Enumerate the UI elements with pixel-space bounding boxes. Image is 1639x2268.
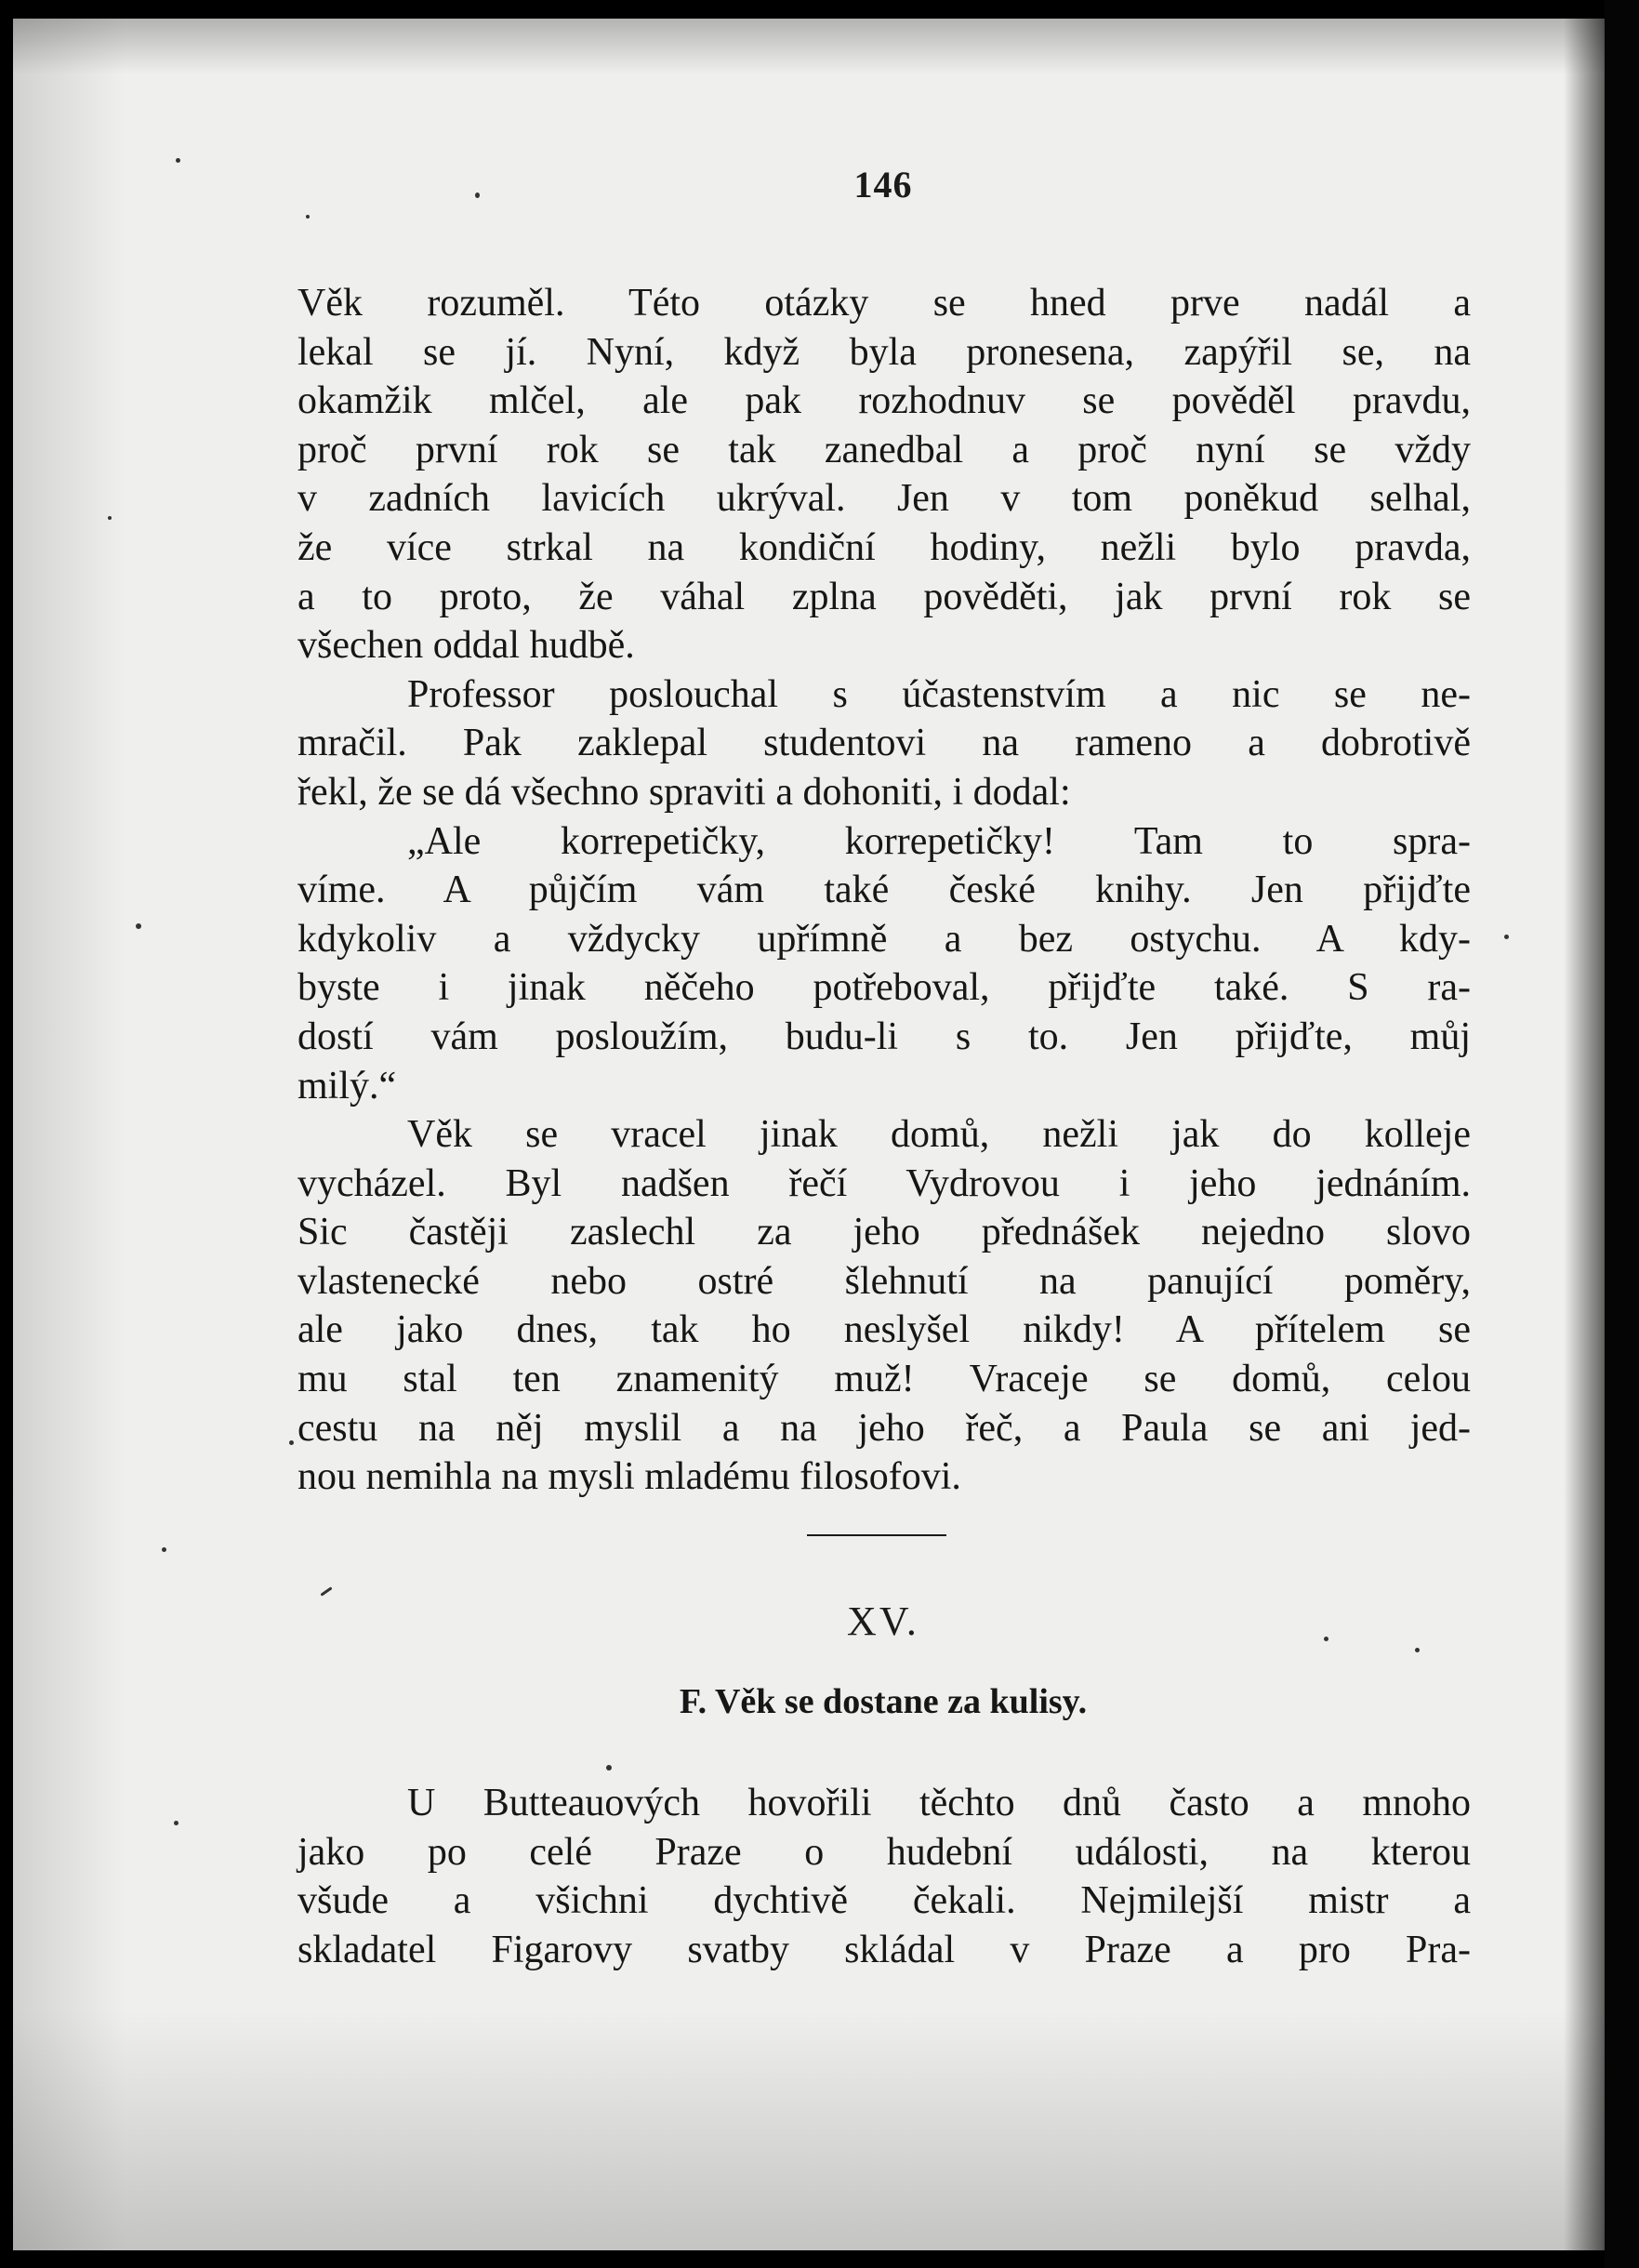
scan-speck bbox=[108, 516, 112, 520]
text-line: Věk se vracel jinak domů, nežli jak do kolleje bbox=[407, 1113, 1471, 1157]
text-line: cestu na něj myslil a na jeho řeč, a Paula se ani jed- bbox=[297, 1406, 1471, 1450]
text-line: víme. A půjčím vám také české knihy. Jen přijďte bbox=[297, 869, 1471, 912]
text-line: Věk rozuměl. Této otázky se hned prve nadál a bbox=[297, 282, 1471, 325]
text-line: skladatel Figarovy svatby skládal v Praze a pro Pra- bbox=[297, 1928, 1471, 1971]
paragraph bbox=[297, 670, 1471, 817]
scan-speck bbox=[289, 1440, 294, 1445]
page-shadow-bottom bbox=[13, 2009, 1605, 2250]
chapter-title: F. Věk se dostane za kulisy. bbox=[679, 1682, 1088, 1721]
scan-speck bbox=[320, 1586, 332, 1596]
text-line: v zadních lavicích ukrýval. Jen v tom poněkud selhal, bbox=[297, 477, 1471, 521]
text-line: Professor poslouchal s účastenstvím a nic se ne- bbox=[407, 672, 1471, 716]
body-text-top bbox=[297, 279, 1471, 1502]
body-text-bottom bbox=[297, 1779, 1471, 1974]
scan-speck bbox=[174, 1821, 178, 1825]
scan-speck bbox=[136, 923, 141, 929]
text-line: lekal se jí. Nyní, když byla pronesena, zapýřil se, na bbox=[297, 330, 1471, 374]
text-line: U Butteauových hovořili těchto dnů často a mnoho bbox=[407, 1782, 1471, 1824]
chapter-number: XV. bbox=[847, 1598, 919, 1644]
text-line: že více strkal na kondiční hodiny, nežli bylo pravda, bbox=[297, 525, 1471, 569]
text-line: proč první rok se tak zanedbal a proč nyní se vždy bbox=[297, 428, 1471, 471]
text-line: jako po celé Praze o hudební události, na kterou bbox=[297, 1830, 1471, 1874]
text-line: okamžik mlčel, ale pak rozhodnuv se pověděl pravdu, bbox=[297, 379, 1471, 423]
text-line: byste i jinak něčeho potřeboval, přijďte také. S ra- bbox=[297, 966, 1471, 1010]
section-separator bbox=[807, 1534, 946, 1536]
text-line: a to proto, že váhal zplna pověděti, jak první rok se bbox=[297, 575, 1471, 618]
scan-speck bbox=[1415, 1648, 1420, 1652]
paragraph bbox=[297, 817, 1471, 1111]
scan-speck bbox=[1504, 935, 1509, 939]
book-binding bbox=[1605, 0, 1639, 2268]
text-line: mračil. Pak zaklepal studentovi na rameno a dobrotivě bbox=[297, 722, 1471, 765]
text-line: mu stal ten znamenitý muž! Vraceje se domů, celou bbox=[297, 1358, 1471, 1401]
page-shadow-left bbox=[13, 19, 125, 2250]
paragraph bbox=[297, 1779, 1471, 1974]
text-line: nou nemihla na mysli mladému filosofovi. bbox=[297, 1455, 961, 1499]
text-line: kdykoliv a vždycky upřímně a bez ostychu. A kdy- bbox=[297, 917, 1471, 961]
text-line: dostí vám posloužím, budu-li s to. Jen přijďte, můj bbox=[297, 1015, 1471, 1058]
text-line: Sic častěji zaslechl za jeho přednášek nejedno slovo bbox=[297, 1211, 1471, 1254]
text-line: všechen oddal hudbě. bbox=[297, 624, 635, 668]
scan-speck bbox=[162, 1547, 166, 1552]
text-line: řekl, že se dá všechno spraviti a dohoniti, i dodal: bbox=[297, 770, 1071, 814]
text-line: všude a všichni dychtivě čekali. Nejmilejší mistr a bbox=[297, 1879, 1471, 1923]
binding-shade bbox=[1564, 19, 1605, 2250]
text-line: milý.“ bbox=[297, 1064, 397, 1107]
page-number: 146 bbox=[853, 164, 913, 206]
paragraph bbox=[297, 279, 1471, 670]
scan-speck bbox=[306, 215, 310, 219]
text-line: vycházel. Byl nadšen řečí Vydrovou i jeho jednáním. bbox=[297, 1161, 1471, 1205]
text-line: vlastenecké nebo ostré šlehnutí na panující poměry, bbox=[297, 1259, 1471, 1303]
page-shadow-top bbox=[13, 19, 1605, 74]
scan-speck bbox=[606, 1765, 612, 1771]
paragraph bbox=[297, 1110, 1471, 1502]
text-line: ale jako dnes, tak ho neslyšel nikdy! A přítelem se bbox=[297, 1308, 1471, 1352]
text-line: „Ale korrepetičky, korrepetičky! Tam to spra- bbox=[407, 819, 1471, 863]
